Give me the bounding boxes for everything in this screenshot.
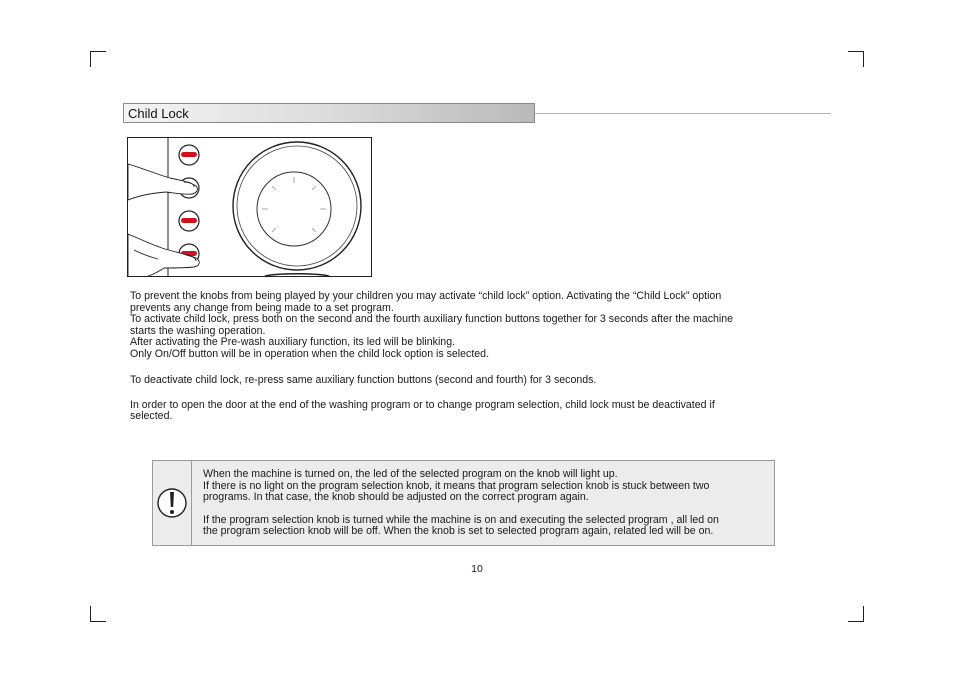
section-title: Child Lock: [128, 106, 189, 121]
aux-button-3: [179, 211, 199, 231]
note-text: [203, 469, 768, 538]
paragraph-deactivate: To deactivate child lock, re-press same auxiliary function buttons (second and fourth) for 3 seconds.: [130, 374, 597, 386]
note-line: If there is no light on the program selection knob, it means that program selection knob is stuck between two: [203, 479, 710, 492]
note-line: programs. In that case, the knob should be adjusted on the correct program again.: [203, 491, 589, 503]
exclamation-icon: [153, 461, 191, 545]
header-rule: [535, 113, 831, 114]
paragraph-line: In order to open the door at the end of the washing program or to change program selection, child lock must be deactivated if: [130, 398, 715, 411]
paragraph-line: Only On/Off button will be in operation when the child lock option is selected.: [130, 347, 490, 360]
note-icon-cell: [153, 461, 192, 545]
warning-note-box: [152, 460, 775, 546]
paragraph-line: After activating the Pre-wash auxiliary function, its led will be blinking.: [130, 336, 456, 348]
control-panel-illustration: [127, 137, 372, 277]
aux-button-1: [179, 145, 199, 165]
control-panel-drawing: [128, 138, 372, 277]
note-spacer: [203, 504, 768, 515]
paragraph-line: To prevent the knobs from being played by your children you may activate “child lock” option. Activating the “Child Lock” option: [130, 290, 722, 302]
paragraph-line: prevents any change from being made to a set program.: [130, 301, 394, 314]
paragraph-line: To activate child lock, press both on the second and the fourth auxiliary function buttons together for 3 seconds after the machine: [130, 313, 734, 325]
note-line: the program selection knob will be off. When the knob is set to selected program again, related led will be on.: [203, 525, 714, 537]
paragraph-line: starts the washing operation.: [130, 324, 266, 337]
paragraph-line: selected.: [130, 410, 173, 422]
program-selection-knob: [233, 142, 361, 276]
finger-upper: [128, 164, 197, 200]
finger-lower: [128, 234, 199, 277]
section-header: [123, 103, 535, 123]
note-line: If the program selection knob is turned while the machine is on and executing the selected program , all led on: [203, 513, 719, 526]
page-number: 10: [471, 563, 483, 575]
note-line: When the machine is turned on, the led of the selected program on the knob will light up.: [203, 468, 618, 480]
paragraph-spacer: [130, 360, 790, 375]
body-text: [130, 291, 790, 423]
paragraph-spacer: [130, 387, 790, 400]
